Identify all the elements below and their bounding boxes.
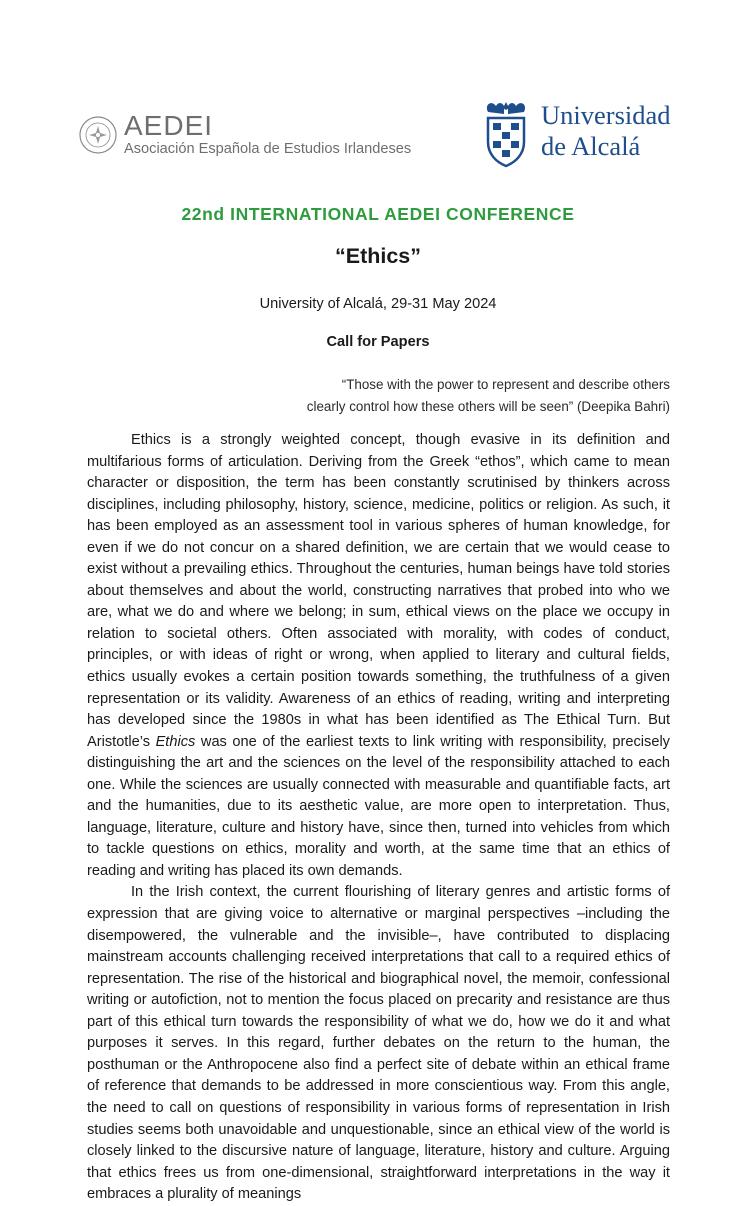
conference-title: 22nd INTERNATIONAL AEDEI CONFERENCE xyxy=(181,204,575,224)
theme-title: “Ethics” xyxy=(334,244,422,268)
university-crest-icon xyxy=(478,98,534,168)
university-name-line2: de Alcalá xyxy=(541,131,641,161)
aedei-seal-icon xyxy=(78,115,118,155)
aedei-logo xyxy=(78,112,411,158)
epigraph-line-2: clearly control how these others will be seen” (Deepika Bahri) xyxy=(306,398,670,414)
paragraph-1-part-1: Ethics is a strongly weighted concept, though evasive in its definition and multifarious forms of articulation. Deriving from the Greek “ethos”, which came to mean character or disposition, the term has been constantly scrutinised by thinkers across disciplines, including philosophy, history, science, medicine, politics or religion. As such, it has been employed as an assessment tool in various spheres of human knowledge, for even if we do not concur on a shared definition, we are certain that we would cease to exist without a prevailing ethics. Throughout the centuries, human beings have told stories about themselves and about the world, constructing narratives that probed into who we are, what we do and where we belong; in sum, ethical views on the place we occupy in relation to societal others. Often associated with morality, with codes of conduct, principles, or with ideas of right or wrong, when applied to literary and cultural fields, ethics usually evokes a certain position towards something, the truthfulness of a given representation or its validity. Awareness of an ethics of reading, writing and interpreting has developed since the 1980s in what has been identified as The Ethical Turn. But Aristotle’s xyxy=(87,432,670,750)
venue-date: University of Alcalá, 29-31 May 2024 xyxy=(259,296,497,312)
ethics-book-title: Ethics xyxy=(155,733,196,750)
body-text xyxy=(87,430,670,1206)
aedei-subtitle: Asociación Española de Estudios Irlandeses xyxy=(124,141,412,157)
epigraph xyxy=(307,374,670,417)
university-logo xyxy=(478,98,671,168)
paragraph-2: In the Irish context, the current flourishing of literary genres and artistic forms of expression that are giving voice to alternative or marginal perspectives –including the disempowered, the vulnerable and the invisible–, have contributed to displacing mainstream accounts challenging received interpretations that call to a required ethics of representation. The rise of the historical and biographical novel, the memoir, confessional writing or autofiction, not to mention the focus placed on precarity and resistance are thus part of this ethical turn towards the responsibility of what we do, how we do it and what purposes it serves. In this regard, further debates on the return to the human, the posthuman or the Anthropocene also find a perfect site of debate within an ethical frame of reference that demands to be addressed in more conscientious way. From this angle, the need to call on questions of responsibility in various forms of representation in Irish studies seems both unavoidable and unquestionable, since an ethical view of the world is closely linked to the discursive nature of language, literature, history and culture. Arguing that ethics frees us from one-dimensional, straightforward interpretations in the way it embraces a plurality of meanings xyxy=(87,884,670,1203)
paragraph-1 xyxy=(87,430,670,882)
paragraph-1-part-2: was one of the earliest texts to link writing with responsibility, precisely distinguishing the art and the sciences on the level of the responsibility attached to each one. While the sciences are usually connected with measurable and quantifiable facts, art and the humanities, due to its aesthetic value, are more open to interpretation. Thus, language, literature, culture and history have, since then, turned into vehicles from which to tackle questions on ethics, morality and worth, at the same time that an ethics of reading and writing has placed its own demands. xyxy=(87,733,670,879)
epigraph-line-1: “Those with the power to represent and describe others xyxy=(341,377,670,392)
aedei-name: AEDEI xyxy=(124,110,214,141)
call-for-papers-heading: Call for Papers xyxy=(326,334,430,350)
letterhead xyxy=(0,0,756,180)
university-name-line1: Universidad xyxy=(541,100,671,130)
